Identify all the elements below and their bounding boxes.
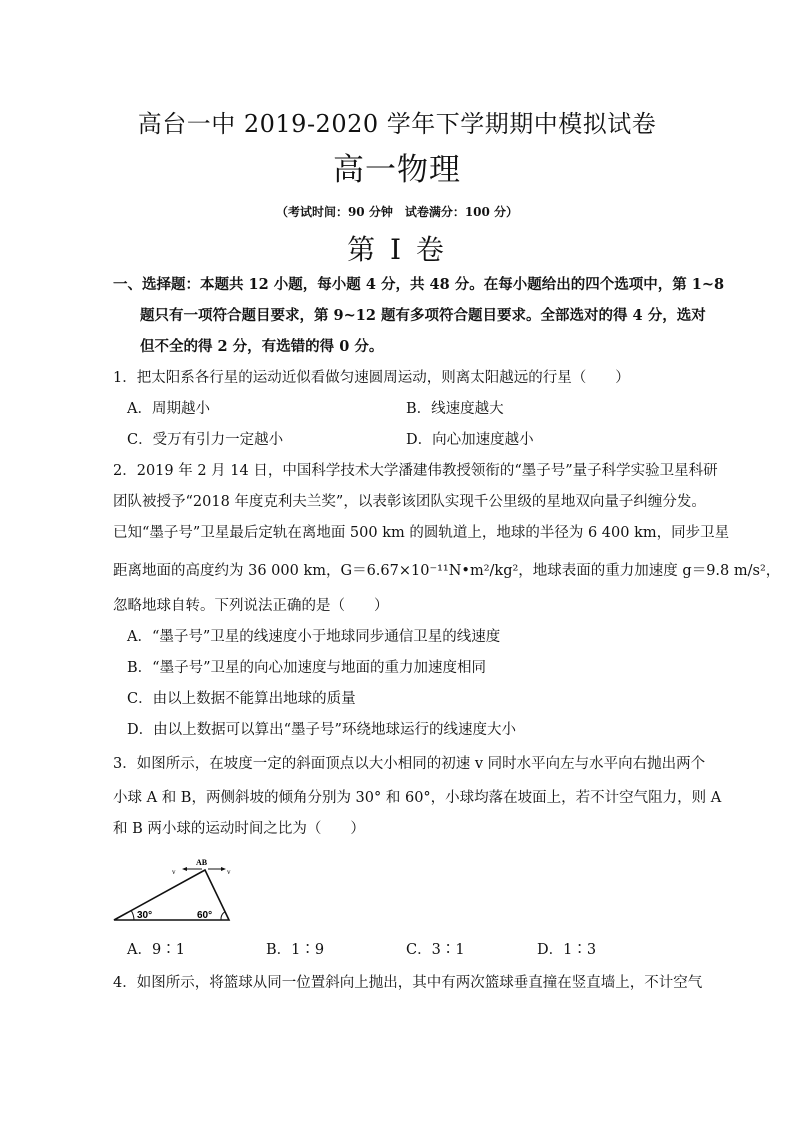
question-2-line-2: 团队被授予“2018 年度克利夫兰奖”，以表彰该团队实现千公里级的星地双向量子纠缠分发。 — [113, 494, 706, 510]
question-3-line-3: 和 B 两小球的运动时间之比为（ ） — [113, 821, 365, 837]
section-instructions-line-3: 但不全的得 2 分，有选错的得 0 分。 — [140, 338, 384, 355]
question-2-option-a: A．“墨子号”卫星的线速度小于地球同步通信卫星的线速度 — [127, 629, 501, 645]
question-1-option-a: A．周期越小 — [127, 401, 210, 417]
question-2-line-4: 距离地面的高度约为 36 000 km，G＝6.67×10⁻¹¹N•m²/kg²，地球表面的重力加速度 g＝9.8 m/s²， — [113, 563, 781, 579]
exam-info: （考试时间：90 分钟 试卷满分：100 分） — [275, 205, 519, 219]
velocity-arrowhead-left — [182, 867, 187, 871]
label-v-left: v — [172, 868, 176, 876]
question-2-option-b: B．“墨子号”卫星的向心加速度与地面的重力加速度相同 — [127, 660, 486, 676]
question-3-option-d: D．1∶3 — [537, 942, 597, 958]
exam-subject: 高一物理 — [333, 152, 461, 188]
question-4-stem: 4．如图所示，将篮球从同一位置斜向上抛出，其中有两次篮球垂直撞在竖直墙上，不计空气 — [113, 975, 703, 991]
question-3-line-2: 小球 A 和 B，两侧斜坡的倾角分别为 30° 和 60°，小球均落在坡面上，若不计空气阻力，则 A — [113, 790, 722, 806]
question-1-option-d: D．向心加速度越小 — [406, 432, 534, 448]
label-v-right: v — [227, 868, 231, 876]
section-instructions-line-2: 题只有一项符合题目要求，第 9~12 题有多项符合题目要求。全部选对的得 4 分，选对 — [140, 307, 706, 324]
question-2-option-c: C．由以上数据不能算出地球的质量 — [127, 691, 356, 707]
question-3-option-c: C．3∶1 — [406, 942, 465, 958]
question-3-option-b: B．1∶9 — [266, 942, 325, 958]
incline-figure — [112, 858, 236, 924]
angle-arc-left — [132, 911, 135, 920]
question-3-line-1: 3．如图所示，在坡度一定的斜面顶点以大小相同的初速 v 同时水平向左与水平向右抛出两个 — [113, 756, 706, 772]
question-2-line-3: 已知“墨子号”卫星最后定轨在离地面 500 km 的圆轨道上，地球的半径为 6 400 km，同步卫星 — [113, 525, 730, 541]
question-3-option-a: A．9∶1 — [127, 942, 185, 958]
angle-label-left: 30° — [137, 910, 153, 921]
volume-heading: 第 I 卷 — [347, 233, 447, 266]
exam-title: 高台一中 2019-2020 学年下学期期中模拟试卷 — [137, 110, 657, 138]
question-1-option-b: B．线速度越大 — [406, 401, 504, 417]
section-instructions-line-1: 一、选择题：本题共 12 小题，每小题 4 分，共 48 分。在每小题给出的四个选项中，第 1~8 — [113, 276, 725, 293]
velocity-arrowhead-right — [221, 867, 226, 871]
question-2-line-1: 2．2019 年 2 月 14 日，中国科学技术大学潘建伟教授领衔的“墨子号”量子科学实验卫星科研 — [113, 463, 718, 479]
question-1-option-c: C．受万有引力一定越小 — [127, 432, 284, 448]
angle-arc-right — [221, 912, 225, 920]
angle-label-right: 60° — [197, 910, 213, 921]
label-ab: AB — [196, 858, 208, 867]
question-2-line-5: 忽略地球自转。下列说法正确的是（ ） — [113, 598, 389, 614]
question-2-option-d: D．由以上数据可以算出“墨子号”环绕地球运行的线速度大小 — [127, 722, 516, 738]
question-1-stem: 1．把太阳系各行星的运动近似看做匀速圆周运动，则离太阳越远的行星（ ） — [113, 370, 630, 386]
